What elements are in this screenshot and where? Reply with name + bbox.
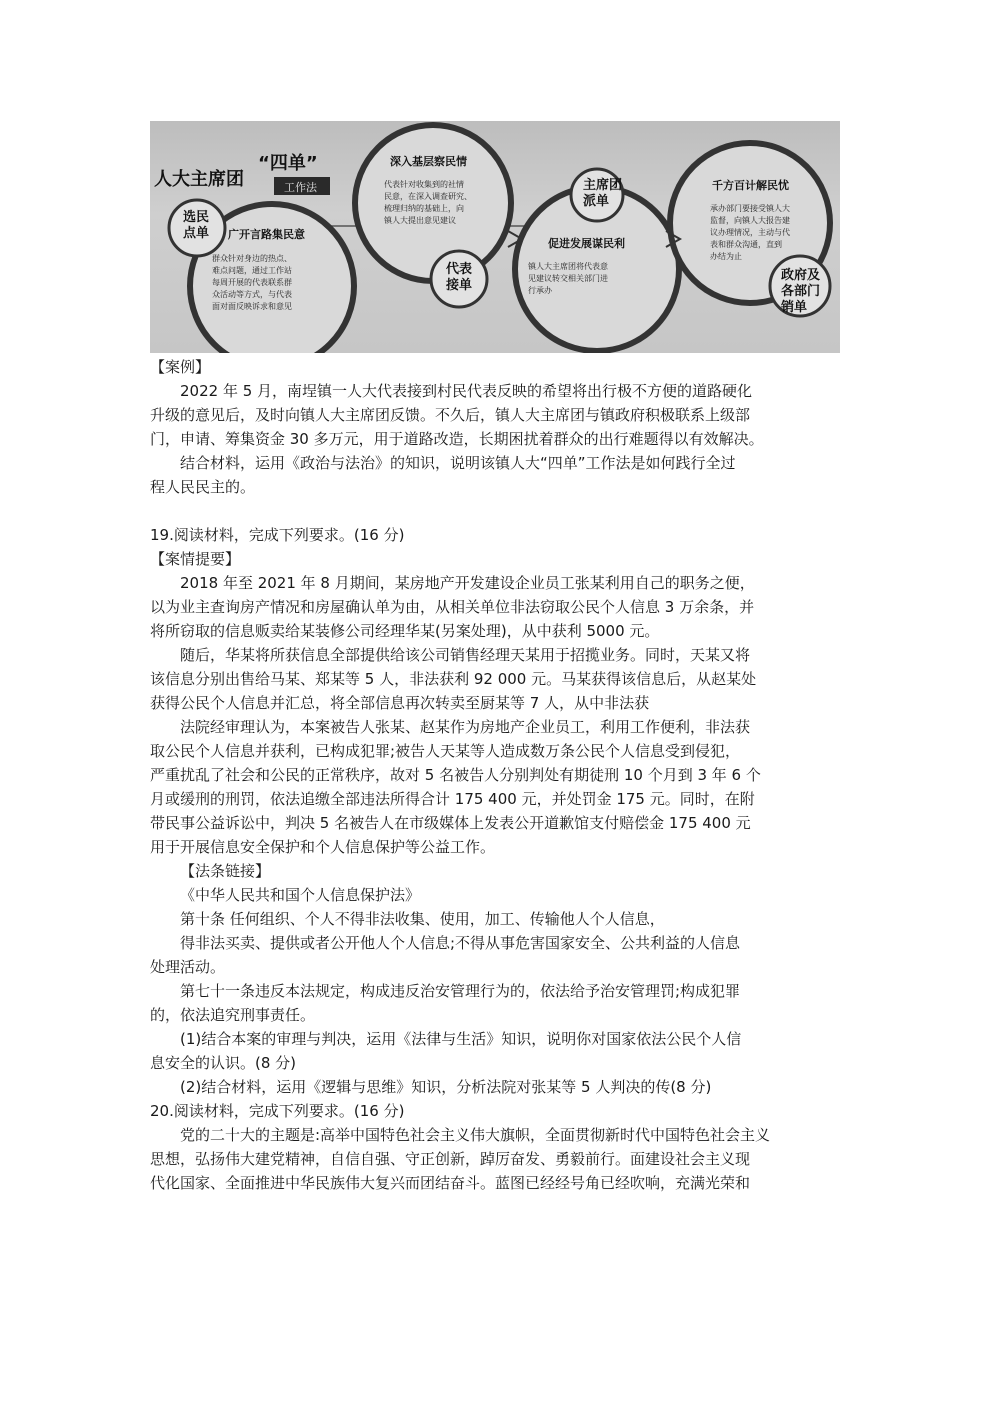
step-heading: 广开言路集民意 — [228, 228, 305, 241]
text-line: 【案情提要】 — [150, 550, 241, 568]
text-line: 的，依法追究刑事责任。 — [150, 1006, 316, 1024]
text-line: 20.阅读材料，完成下列要求。(16 分) — [150, 1102, 405, 1120]
step-heading: 促进发展谋民利 — [548, 237, 625, 250]
diagram-title: 人大主席团 — [154, 169, 244, 190]
step-body-line: 表和群众沟通，直到 — [710, 240, 782, 249]
text-line: 思想，弘扬伟大建党精神，自信自强、守正创新，踔厉奋发、勇毅前行。面建设社会主义现 — [150, 1150, 751, 1168]
diagram-badge-sub: 工作法 — [284, 181, 317, 194]
text-line: 带民事公益诉讼中，判决 5 名被告人在市级媒体上发表公开道歉馆支付赔偿金 175 400 元 — [150, 814, 751, 832]
step-body-line: 梳理归纳的基础上，向 — [384, 204, 464, 213]
text-line: (1)结合本案的审理与判决，运用《法律与生活》知识，说明你对国家依法公民个人信 — [180, 1030, 742, 1048]
text-line: 处理活动。 — [150, 958, 226, 976]
step-label: 各部门 — [781, 284, 821, 299]
step-body-line: 办结为止 — [710, 252, 742, 261]
document-text — [150, 355, 842, 1195]
step-body-line: 难点问题，通过工作站 — [212, 266, 292, 275]
step-body-line: 代表针对收集到的社情 — [384, 180, 464, 189]
text-line: 【案例】 — [150, 358, 211, 376]
step-body-line: 群众针对身边的热点、 — [212, 254, 292, 263]
step-body-line: 监督，向镇人大报告建 — [710, 216, 790, 225]
text-line: 该信息分别出售给马某、郑某等 5 人，非法获利 92 000 元。马某获得该信息后，从赵某处 — [150, 670, 757, 688]
text-line: 严重扰乱了社会和公民的正常秩序，故对 5 名被告人分别判处有期徒刑 10 个月到 3 年 6 个 — [150, 766, 761, 784]
step-body-line: 行承办 — [528, 286, 552, 295]
text-line: 19.阅读材料，完成下列要求。(16 分) — [150, 526, 405, 544]
step-label: 点单 — [183, 226, 210, 241]
text-line: 息安全的认识。(8 分) — [150, 1054, 297, 1072]
text-line: 第十条 任何组织、个人不得非法收集、使用，加工、传输他人个人信息， — [180, 910, 665, 928]
text-line: 第七十一条违反本法规定，构成违反治安管理行为的，依法给予治安管理罚;构成犯罪 — [180, 982, 741, 1000]
text-line: 用于开展信息安全保护和个人信息保护等公益工作。 — [150, 838, 496, 856]
step-body-line: 见建议转交相关部门进 — [528, 274, 608, 283]
step-body-line: 承办部门要接受镇人大 — [710, 204, 790, 213]
step-label: 接单 — [446, 278, 473, 293]
text-line: 党的二十大的主题是:高举中国特色社会主义伟大旗帜，全面贯彻新时代中国特色社会主义 — [180, 1126, 771, 1144]
text-line — [150, 499, 842, 523]
text-line: 2018 年至 2021 年 8 月期间，某房地产开发建设企业员工张某利用自己的职务之便， — [180, 574, 755, 592]
text-line: 法院经审理认为，本案被告人张某、赵某作为房地产企业员工，利用工作便利，非法获 — [180, 718, 751, 736]
text-line: 代化国家、全面推进中华民族伟大复兴而团结奋斗。蓝图已经经号角已经吹响，充满光荣和 — [150, 1174, 751, 1192]
text-line: 《中华人民共和国个人信息保护法》 — [180, 886, 421, 904]
step-heading: 深入基层察民情 — [390, 155, 467, 168]
step-body-line: 面对面反映诉求和意见 — [212, 302, 292, 311]
text-line: 以为业主查询房产情况和房屋确认单为由，从相关单位非法窃取公民个人信息 3 万余条，并 — [150, 598, 755, 616]
step-body-line: 镇人大提出意见建议 — [384, 216, 456, 225]
step-label: 政府及 — [781, 268, 821, 283]
text-line: 月或缓刑的刑罚，依法追缴全部违法所得合计 175 400 元，并处罚金 175 元。同时，在附 — [150, 790, 755, 808]
step-body-line: 每周开展的代表联系群 — [212, 278, 292, 287]
step-circle-2 — [355, 125, 511, 281]
text-line: 取公民个人信息并获利，已构成犯罪;被告人天某等人造成数万条公民个人信息受到侵犯， — [150, 742, 741, 760]
text-line: 【法条链接】 — [180, 862, 271, 880]
step-label: 派单 — [583, 194, 610, 209]
step-body-line: 镇人大主席团将代表意 — [528, 262, 608, 271]
text-line: 门，申请、筹集资金 30 多万元，用于道路改造，长期困扰着群众的出行难题得以有效解决。 — [150, 430, 764, 448]
text-line: 结合材料，运用《政治与法治》的知识，说明该镇人大“四单”工作法是如何践行全过 — [180, 454, 736, 472]
step-label: 选民 — [183, 210, 210, 225]
text-line: 获得公民个人信息并汇总，将全部信息再次转卖至厨某等 7 人，从中非法获 — [150, 694, 650, 712]
text-line: 得非法买卖、提供或者公开他人个人信息;不得从事危害国家安全、公共利益的人信息 — [180, 934, 741, 952]
step-label: 销单 — [781, 300, 808, 315]
text-line: 随后，华某将所获信息全部提供给该公司销售经理天某用于招揽业务。同时，天某又将 — [180, 646, 751, 664]
step-body-line: 议办理情况，主动与代 — [710, 228, 790, 237]
four-orders-diagram — [150, 121, 840, 353]
text-line: 升级的意见后，及时向镇人大主席团反馈。不久后，镇人大主席团与镇政府积极联系上级部 — [150, 406, 751, 424]
text-line: 2022 年 5 月，南埕镇一人大代表接到村民代表反映的希望将出行极不方便的道路硬化 — [180, 382, 753, 400]
step-heading: 千方百计解民忧 — [712, 179, 789, 192]
text-line: (2)结合材料，运用《逻辑与思维》知识，分析法院对张某等 5 人判决的传(8 分) — [180, 1078, 712, 1096]
step-body-line: 众活动等方式，与代表 — [212, 290, 292, 299]
step-label: 主席团 — [583, 178, 623, 193]
step-label: 代表 — [446, 262, 473, 277]
text-line: 程人民民主的。 — [150, 478, 256, 496]
step-body-line: 民意，在深入调查研究、 — [384, 192, 472, 201]
four-orders-diagram-photo — [150, 121, 840, 353]
text-line: 将所窃取的信息贩卖给某装修公司经理华某(另案处理)，从中获利 5000 元。 — [150, 622, 660, 640]
diagram-badge: “四单” — [258, 153, 318, 174]
